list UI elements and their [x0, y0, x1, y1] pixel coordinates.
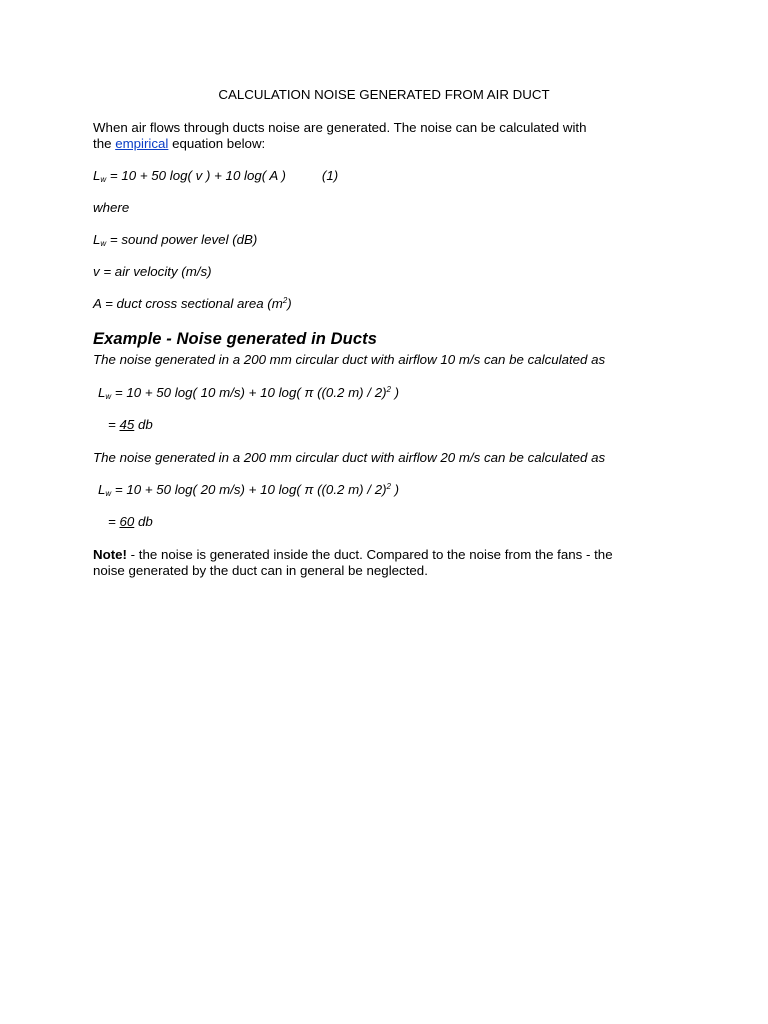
example-1-result — [108, 417, 678, 433]
definition-a — [93, 296, 663, 312]
lw-symbol: L — [93, 168, 101, 183]
example-2-equation-close: ) — [390, 482, 400, 497]
note-line-2: noise generated by the duct can in general be neglected. — [93, 563, 428, 578]
a-definition-close: ) — [287, 296, 292, 311]
example-1-superscript: 2 — [386, 385, 391, 394]
example-1-equation — [98, 385, 668, 401]
lw-subscript: w — [105, 392, 112, 401]
example-1-text: The noise generated in a 200 mm circular duct with airflow 10 m/s can be calculated as — [93, 352, 606, 367]
equation-rhs: = 10 + 50 log( v ) + 10 log( A ) — [106, 168, 286, 183]
example-1-equation-rhs: = 10 + 50 log( 10 m/s) + 10 log( π ((0.2 m) / 2) — [111, 385, 387, 400]
intro-paragraph — [93, 120, 663, 152]
example-heading: Example - Noise generated in Ducts — [93, 330, 377, 348]
result-equals: = — [108, 417, 120, 432]
result-unit: db — [134, 514, 153, 529]
document-title: CALCULATION NOISE GENERATED FROM AIR DUCT — [218, 87, 550, 102]
empirical-link[interactable]: empirical — [115, 136, 169, 151]
lw-symbol: L — [98, 385, 106, 400]
result-unit: db — [134, 417, 153, 432]
intro-text-after-link: equation below: — [168, 136, 266, 151]
example-2-equation-rhs: = 10 + 50 log( 20 m/s) + 10 log( π ((0.2 m) / 2) — [111, 482, 387, 497]
note-label: Note! — [93, 547, 127, 562]
example-1-equation-close: ) — [390, 385, 400, 400]
lw-subscript: w — [105, 489, 112, 498]
equation-number: (1) — [321, 168, 339, 183]
example-2-text: The noise generated in a 200 mm circular duct with airflow 20 m/s can be calculated as — [93, 450, 606, 465]
intro-line-2 — [93, 136, 663, 152]
definition-v: v = air velocity (m/s) — [93, 264, 212, 279]
lw-subscript: w — [100, 175, 107, 184]
lw-definition-text: = sound power level (dB) — [106, 232, 258, 247]
lw-symbol: L — [98, 482, 106, 497]
example-2-result-value: 60 — [119, 514, 135, 529]
example-2-superscript: 2 — [386, 482, 391, 491]
example-2-equation — [98, 482, 668, 498]
note-paragraph — [93, 547, 663, 579]
note-line-1 — [93, 547, 663, 563]
result-equals: = — [108, 514, 120, 529]
example-1-result-value: 45 — [119, 417, 135, 432]
a-superscript: 2 — [282, 296, 288, 305]
note-text-1: - the noise is generated inside the duct. Compared to the noise from the fans - the — [126, 547, 613, 562]
example-2-result — [108, 514, 678, 530]
lw-subscript: w — [100, 239, 107, 248]
intro-text-before-link: the — [93, 136, 116, 151]
a-definition-text: A = duct cross sectional area (m — [93, 296, 283, 311]
where-label: where — [93, 200, 130, 215]
definition-lw — [93, 232, 663, 248]
intro-line-1: When air flows through ducts noise are generated. The noise can be calculated with — [93, 120, 587, 135]
lw-symbol: L — [93, 232, 101, 247]
main-equation — [93, 168, 663, 184]
